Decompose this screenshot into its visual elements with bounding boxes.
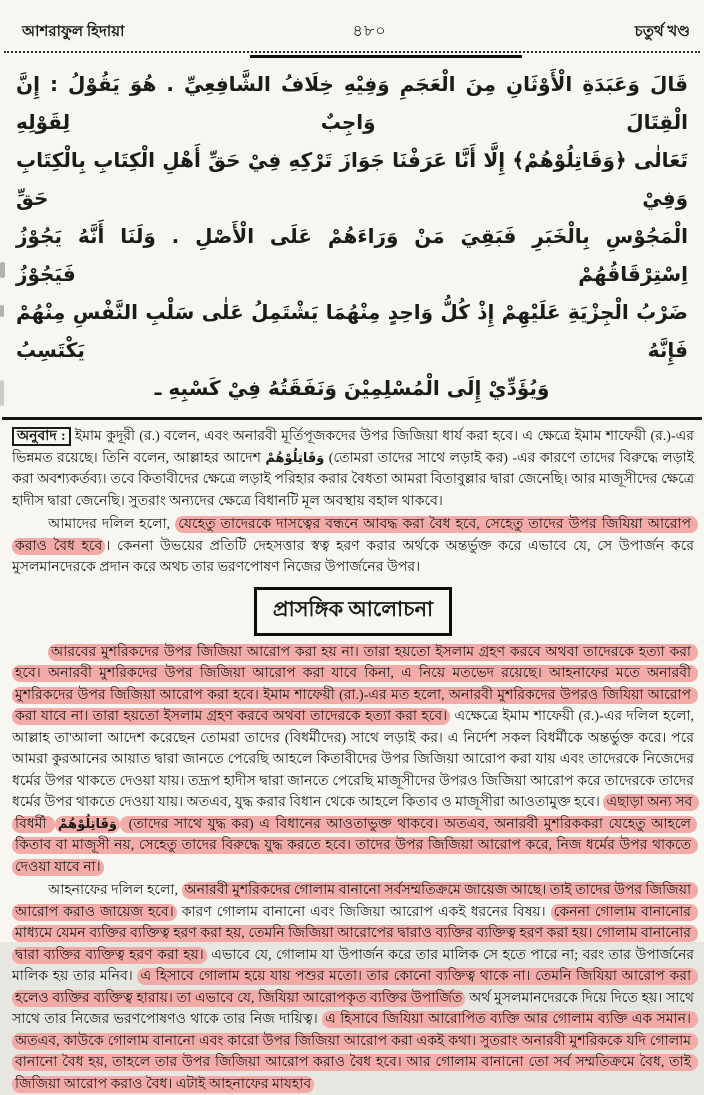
text-segment: কারণ গোলাম বানানো এবং জিজিয়া আরোপ একই ধরনের বিষয়। xyxy=(176,904,551,920)
text-segment: কেননা গোলাম বানানোর মাধ্যমে যেমন ব্যক্তির ব্যক্তিত্ব হরণ করা হয়, তেমনি জিজিয়া আরোপের দ্বারাও ব্যক্তির ব্যক্তিত্ব হরণ করা হয়। গোলাম বানানোর দ্বারা ব্যক্তির ব্যক্তিত্ব হরণ করা হয়। xyxy=(12,904,698,964)
translation-paragraph xyxy=(12,426,698,512)
text-segment: (তাদের সাথে যুদ্ধ কর) এ বিধানের আওতাভুক্ত থাকবে। অতএব, অনারবী মুশরিককরা যেহেতু আহলে কিতাব বা মাজূসী নয়, সেহেতু তাদের বিরুদ্ধে যুদ্ধ করতে হবে। তাদের উপর জিজিয়া আরোপ করে, নিজ ধর্মের উপর থাকতে দেওয়া যাবে না। xyxy=(12,816,698,876)
text-segment: অর্থ মুসলমানদেরকে দিয়ে দিতে হয়। সাথে সাথে তার নিজের ভরণপোষণও থাকে তার নিজ দায়িত্ব। xyxy=(12,990,698,1027)
scan-artifact xyxy=(0,305,4,317)
page-header xyxy=(0,0,704,49)
discussion-paragraph-2 xyxy=(12,880,698,1095)
arabic-line: قَالَ وَعَبَدَةِ الْأَوْثَانِ مِنَ الْعَجَمِ وَفِيْهِ خِلَافُ الشَّافِعِيِّ . هُوَ يَقُوْلُ : إِنَّ الْقِتَالَ وَاجِبٌ لِقَوْلِهِ xyxy=(16,72,688,134)
bengali-body xyxy=(0,426,704,1095)
text-segment: এ হিসাবে জিযিয়া আরোপিত ব্যক্তি আর গোলাম ব্যক্তি এক সমান। অতএব, কাউকে গোলাম বানানো এবং কারো উপর জিজিয়া আরোপ করা একই কথা। সুতরাং অনারবী মুশরিককে যদি গোলাম বানানো বৈধ হয়, তাহলে তার উপর জিজিয়া আরোপ করাও বৈধ হবে। আর গোলাম বানানো তো সর্ব সম্মতিক্রমে বৈধ, তাই জিজিয়া আরোপ করাও বৈধ। এটাই আহনাফের মাযহাব xyxy=(12,1011,698,1093)
text-segment: এছাড়া অন্য সব বিধর্মী xyxy=(12,794,699,833)
discussion-paragraph-1 xyxy=(12,642,698,879)
text-segment: আহনাফের দলিল হলো, xyxy=(48,883,182,898)
book-title: আশরাফুল হিদায়া xyxy=(22,24,125,40)
text-segment: আরবের মুশরিকদের উপর জিজিয়া আরোপ করা হয় না। তারা হয়তো ইসলাম গ্রহণ করবে অথবা তাদেরকে হত্যা করা হবে। অনারবী মুশরিকদের উপর জিজিয়া আরোপ করা যাবে কিনা, এ নিয়ে মতভেদ রয়েছে। আহনাফের মতে অনারবী মুশরিকদের উপর জিজিয়া আরোপ করা হবে। ইমাম শাফেয়ী (রা.)-এর মত হলো, অনারবী মুশরিকদের উপরও জিযিয়া আরোপ করা যাবে না। তারা হয়তো ইসলাম গ্রহণ করবে অথবা তাদেরকে হত্যা করা হবে। xyxy=(12,644,698,726)
arabic-line: وَيُؤَدِّيْ إِلَى الْمُسْلِمِيْنَ وَنَفَقَتُهُ فِيْ كَسْبِهِ ـ xyxy=(154,376,550,400)
translation-label: অনুবাদ : xyxy=(12,427,71,446)
page-number: ৪৮০ xyxy=(352,23,387,40)
section-divider xyxy=(2,417,702,420)
text-segment: এভাবে যে, গোলাম যা উপার্জন করে তার মালিক সে হতে পারে না; বরং তার উপার্জনের মালিক হয় তার মনিব। xyxy=(12,947,698,984)
scan-artifact xyxy=(0,262,5,278)
arabic-line: الْمَجُوْسِ بِالْخَبَرِ فَبَقِيَ مَنْ وَرَاءَهُمْ عَلَى الْأَصْلِ . وَلَنَا أَنَّهُ يَجُوْزُ اِسْتِرْقَاقُهُمْ فَيَجُوْزُ xyxy=(16,224,688,286)
inline-arabic-text: وَقَاتِلُوْهُمْ xyxy=(265,450,325,466)
text-segment: এক্ষেত্রে ইমাম শাফেয়ী (র.)-এর দলিল হলো, আল্লাহ তা'আলা আদেশ করেছেন তোমরা তাদের (বিধর্মীদের) সাথে লড়াই কর। এ নির্দেশ সকল বিধর্মীকে অন্তর্ভুক্ত করে। পরে আমরা কুরআনের আয়াত দ্বারা জানতে পেরেছি আহলে কিতাবীদের উপর জিজিয়া আরোপ করা যায় এবং তাদেরকে নিজেদের ধর্মের উপর থাকতে দেওয়া যায়। তদ্রূপ হাদীস দ্বারা জানতে পেরেছি মাজূসীদের উপরও জিজিয়া আরোপ করে তাদেরকে তাদের ধর্মের উপর থাকতে দেওয়া যায়। অতএব, যুদ্ধ করার বিধান থেকে আহলে কিতাব ও মাজূসীরা আওতামুক্ত হবে। xyxy=(12,709,698,810)
section-heading-box: প্রাসঙ্গিক আলোচনা xyxy=(254,587,452,636)
section-heading-wrap xyxy=(12,587,694,636)
dalil-paragraph xyxy=(12,514,698,579)
arabic-overline-mark xyxy=(250,55,522,58)
volume-label: চতুর্থ খণ্ড xyxy=(634,24,690,40)
text-segment: অনারবী মুশরিকদের গোলাম বানানো সর্বসম্মতিক্রমে জায়েজ আছে। তাই তাদের উপর জিজিয়া আরোপ করাও জায়েজ হবে। xyxy=(12,882,698,921)
text-segment: এ হিসাবে গোলাম হয়ে যায় পশুর মতো। তার কোনো ব্যক্তিত্ব থাকে না। তেমনি জিযিয়া আরোপ করা হলেও ব্যক্তির ব্যক্তিত্ব হারায়। তা এভাবে যে, জিযিয়া আরোপকৃত ব্যক্তির উপার্জিত xyxy=(12,968,698,1007)
inline-arabic-text: وَقَاتِلُوْهُمْ xyxy=(55,816,120,833)
scan-artifact xyxy=(0,380,4,406)
arabic-text-block xyxy=(0,53,704,413)
text-segment: । কেননা উভয়ের প্রতিটি দেহসত্তার স্বত্ব হরণ করার অর্থকে অন্তর্ভুক্ত করে এভাবে যে, সে উপার্জন করে মুসলমানদেরকে প্রদান করে অথচ তার ভরণপোষণ নিজের উপার্জনের উপর। xyxy=(12,538,698,575)
text-segment: ইমাম কুদূরী (র.) বলেন, এবং অনারবী মূর্তিপূজকদের উপর জিজিয়া ধার্য করা হবে। এ ক্ষেত্রে ইমাম শাফেয়ী (র.)-এর ভিন্নমত রয়েছে। তিনি বলেন, আল্লাহর আদেশ xyxy=(12,429,698,466)
arabic-line: تَعَالٰى ﴿وَقَاتِلُوْهُمْ﴾ إِلَّا أَنَّا عَرَفْنَا جَوَازَ تَرْكِهِ فِيْ حَقِّ أَهْلِ الْكِتَابِ بِالْكِتَابِ وَفِيْ حَقِّ xyxy=(16,148,688,210)
text-segment: (তোমরা তাদের সাথে লড়াই কর) -এর কারণে তাদের বিরুদ্ধে লড়াই করা অবশ্যকর্তব্য। তবে কিতাবীদের ক্ষেত্রে লড়াই পরিহার করার বৈধতা আমরা বিতাবুল্লার দ্বারা জেনেছি। আর মাজূসীদের ক্ষেত্রে হাদীস দ্বারা জেনেছি। সুতরাং অন্যদের ক্ষেত্রে বিধানটি মূল অবস্থায় বহাল থাকবে। xyxy=(12,450,698,509)
text-segment: আমাদের দলিল হলো, xyxy=(48,517,176,532)
text-segment: যেহেতু তাদেরকে দাসত্বের বন্ধনে আবদ্ধ করা বৈধ হবে, সেহেতু তাদের উপর জিযিয়া আরোপ করাও বৈধ হবে xyxy=(12,516,698,555)
arabic-line: ضَرْبُ الْجِزْيَةِ عَلَيْهِمْ إِذْ كُلُّ وَاحِدٍ مِنْهُمَا يَشْتَمِلُ عَلٰى سَلْبِ النَّفْسِ مِنْهُمْ فَإِنَّهُ يَكْتَسِبُ xyxy=(16,300,688,362)
